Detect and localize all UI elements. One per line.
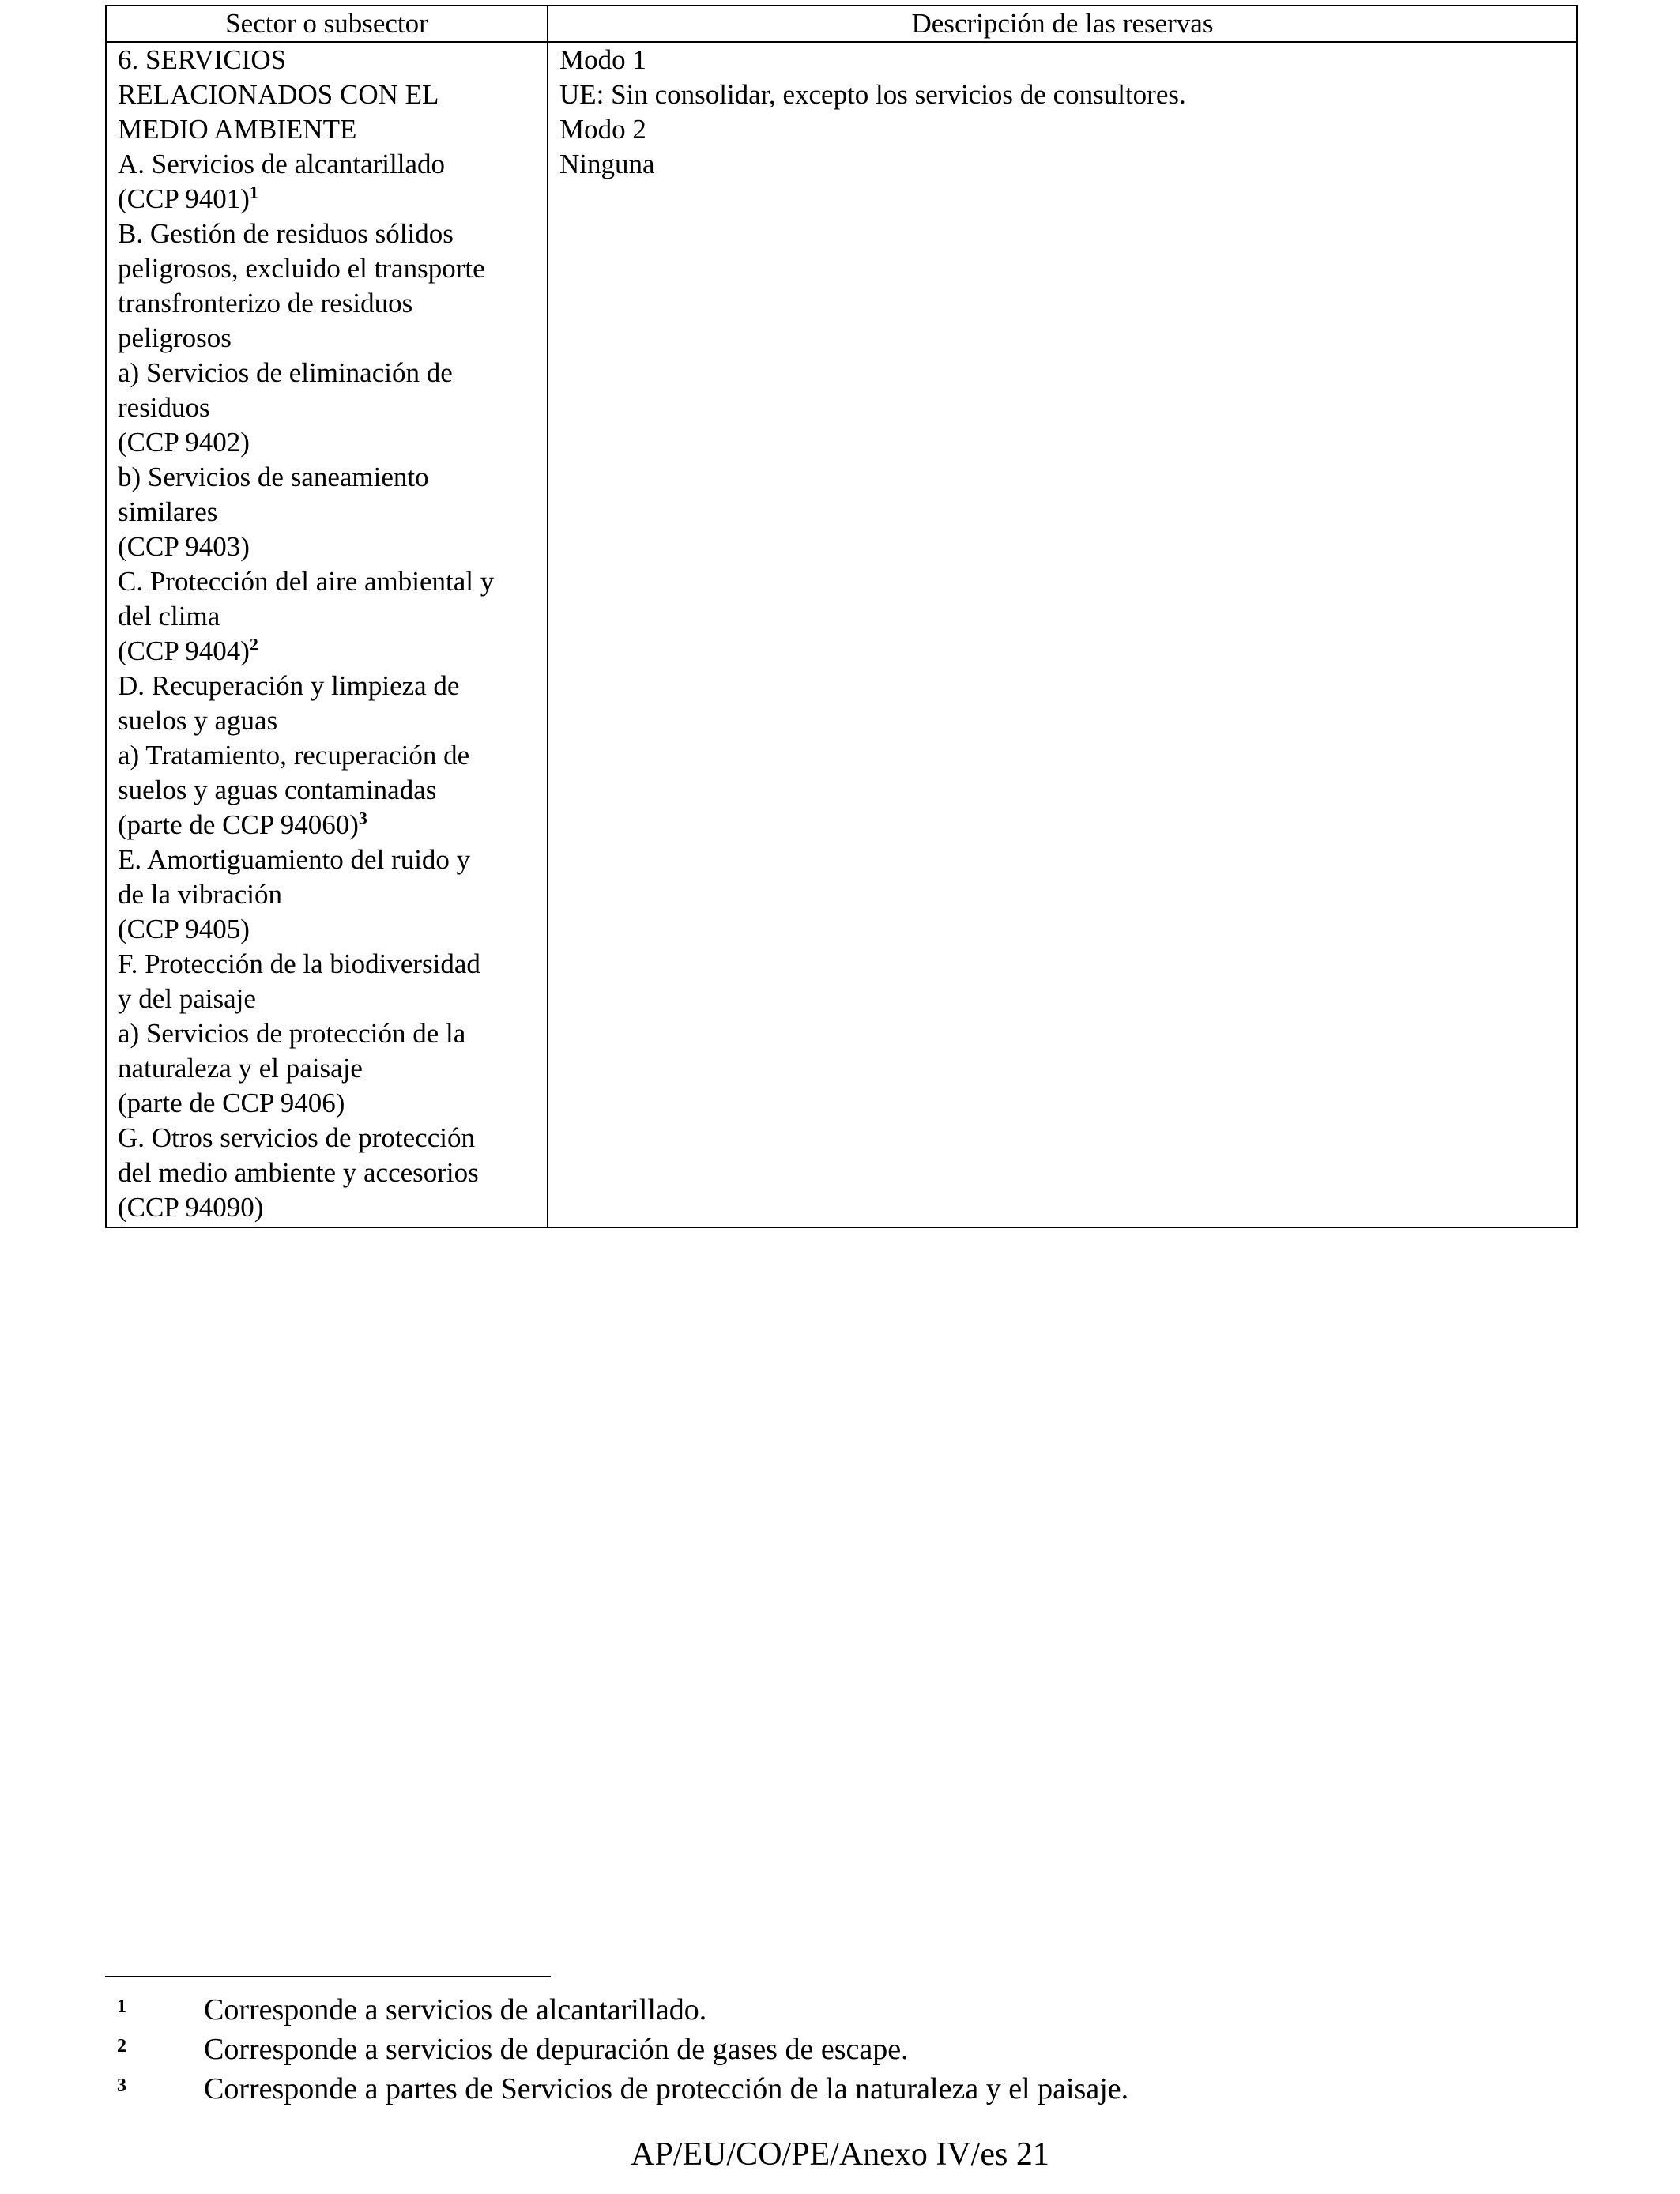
sector-line-text: de la vibración [118, 879, 282, 910]
sector-line-text: suelos y aguas contaminadas [118, 775, 437, 805]
sector-line-text: suelos y aguas [118, 705, 278, 736]
sector-line [118, 251, 536, 286]
description-cell [548, 42, 1577, 1227]
sector-line-text: B. Gestión de residuos sólidos [118, 218, 454, 249]
sector-line [118, 912, 536, 947]
footnote-separator [105, 1976, 551, 1977]
sector-line-text: 6. SERVICIOS [118, 44, 287, 75]
sector-line-text: a) Servicios de eliminación de [118, 357, 453, 388]
sector-line [118, 182, 536, 217]
sector-line-text: C. Protección del aire ambiental y [118, 566, 495, 597]
sector-line-text: naturaleza y el paisaje [118, 1053, 363, 1084]
sector-line [118, 425, 536, 460]
sector-line [118, 738, 536, 773]
footnotes [105, 1990, 1576, 2109]
sector-line [118, 321, 536, 356]
sector-line [118, 877, 536, 912]
sector-line-text: E. Amortiguamiento del ruido y [118, 844, 471, 875]
sector-line [118, 703, 536, 738]
footnote [105, 1990, 1576, 2030]
sector-line-text: y del paisaje [118, 983, 256, 1014]
footnote-number: 1 [117, 1996, 126, 2017]
sector-line [118, 112, 536, 147]
sector-line-text: del medio ambiente y accesorios [118, 1157, 479, 1188]
sector-line-text: F. Protección de la biodiversidad [118, 948, 480, 979]
sector-line-text: A. Servicios de alcantarillado [118, 149, 446, 179]
sector-line [118, 947, 536, 982]
sector-line [118, 356, 536, 390]
sector-line [118, 1016, 536, 1051]
table-header-row [106, 6, 1577, 42]
sector-line [118, 77, 536, 112]
sector-line [118, 808, 536, 843]
sector-line [118, 1190, 536, 1225]
sector-line [118, 495, 536, 530]
sector-line-text: peligrosos [118, 322, 232, 353]
description-line: Modo 1 [559, 44, 646, 75]
description-line: Modo 2 [559, 114, 646, 145]
footnote [105, 2069, 1576, 2109]
sector-line-text: similares [118, 496, 218, 527]
sector-line [118, 564, 536, 599]
sector-line-text: (CCP 9404) [118, 635, 250, 666]
sector-line [118, 43, 536, 77]
footnote-reference: 3 [358, 808, 367, 828]
sector-line-text: (CCP 9405) [118, 914, 250, 944]
sector-line [118, 390, 536, 425]
sector-line-text: residuos [118, 392, 210, 423]
sector-line-text: del clima [118, 601, 220, 631]
footnote-number: 2 [117, 2036, 126, 2056]
sector-line [118, 1155, 536, 1190]
sector-line [118, 773, 536, 808]
footnote [105, 2030, 1576, 2069]
sector-line-text: (CCP 94090) [118, 1192, 264, 1223]
header-description: Descripción de las reservas [548, 6, 1577, 42]
footnote-number: 3 [117, 2075, 126, 2096]
description-line: UE: Sin consolidar, excepto los servicios de consultores. [559, 79, 1186, 110]
sector-line-text: MEDIO AMBIENTE [118, 114, 357, 145]
sector-line [118, 634, 536, 669]
header-sector: Sector o subsector [106, 6, 548, 42]
sector-line [118, 286, 536, 321]
footnote-reference: 1 [249, 182, 258, 202]
sector-line-text: (CCP 9401) [118, 183, 250, 214]
page-footer: AP/EU/CO/PE/Anexo IV/es 21 [631, 2136, 1049, 2173]
sector-line-text: (parte de CCP 9406) [118, 1088, 345, 1118]
sector-line [118, 530, 536, 564]
sector-line-text: b) Servicios de saneamiento [118, 462, 429, 492]
sector-line [118, 843, 536, 877]
footnote-reference: 2 [249, 634, 258, 654]
sector-line [118, 1121, 536, 1155]
sector-line-text: G. Otros servicios de protección [118, 1122, 475, 1153]
sector-line-text: transfronterizo de residuos [118, 288, 413, 319]
sector-line [118, 599, 536, 634]
table-row [106, 42, 1577, 1227]
sector-line [118, 460, 536, 495]
sector-line-text: a) Tratamiento, recuperación de [118, 740, 470, 771]
sector-line-text: (CCP 9403) [118, 531, 250, 562]
sector-line-text: peligrosos, excluido el transporte [118, 253, 485, 284]
sector-line [118, 217, 536, 251]
sector-line-text: (CCP 9402) [118, 427, 250, 458]
description-line: Ninguna [559, 149, 655, 179]
sector-line [118, 982, 536, 1016]
sector-line-text: RELACIONADOS CON EL [118, 79, 439, 110]
sector-line-text: D. Recuperación y limpieza de [118, 670, 460, 701]
footnote-text: Corresponde a partes de Servicios de protección de la naturaleza y el paisaje. [204, 2072, 1129, 2105]
sector-line-text: (parte de CCP 94060) [118, 809, 359, 840]
sector-line [118, 669, 536, 703]
reservations-table [105, 5, 1578, 1228]
sector-line [118, 147, 536, 182]
sector-cell [106, 42, 548, 1227]
sector-line [118, 1051, 536, 1086]
sector-line-text: a) Servicios de protección de la [118, 1018, 466, 1049]
footnote-text: Corresponde a servicios de alcantarillado. [204, 1993, 707, 2026]
footnote-text: Corresponde a servicios de depuración de gases de escape. [204, 2033, 909, 2066]
sector-line [118, 1086, 536, 1121]
